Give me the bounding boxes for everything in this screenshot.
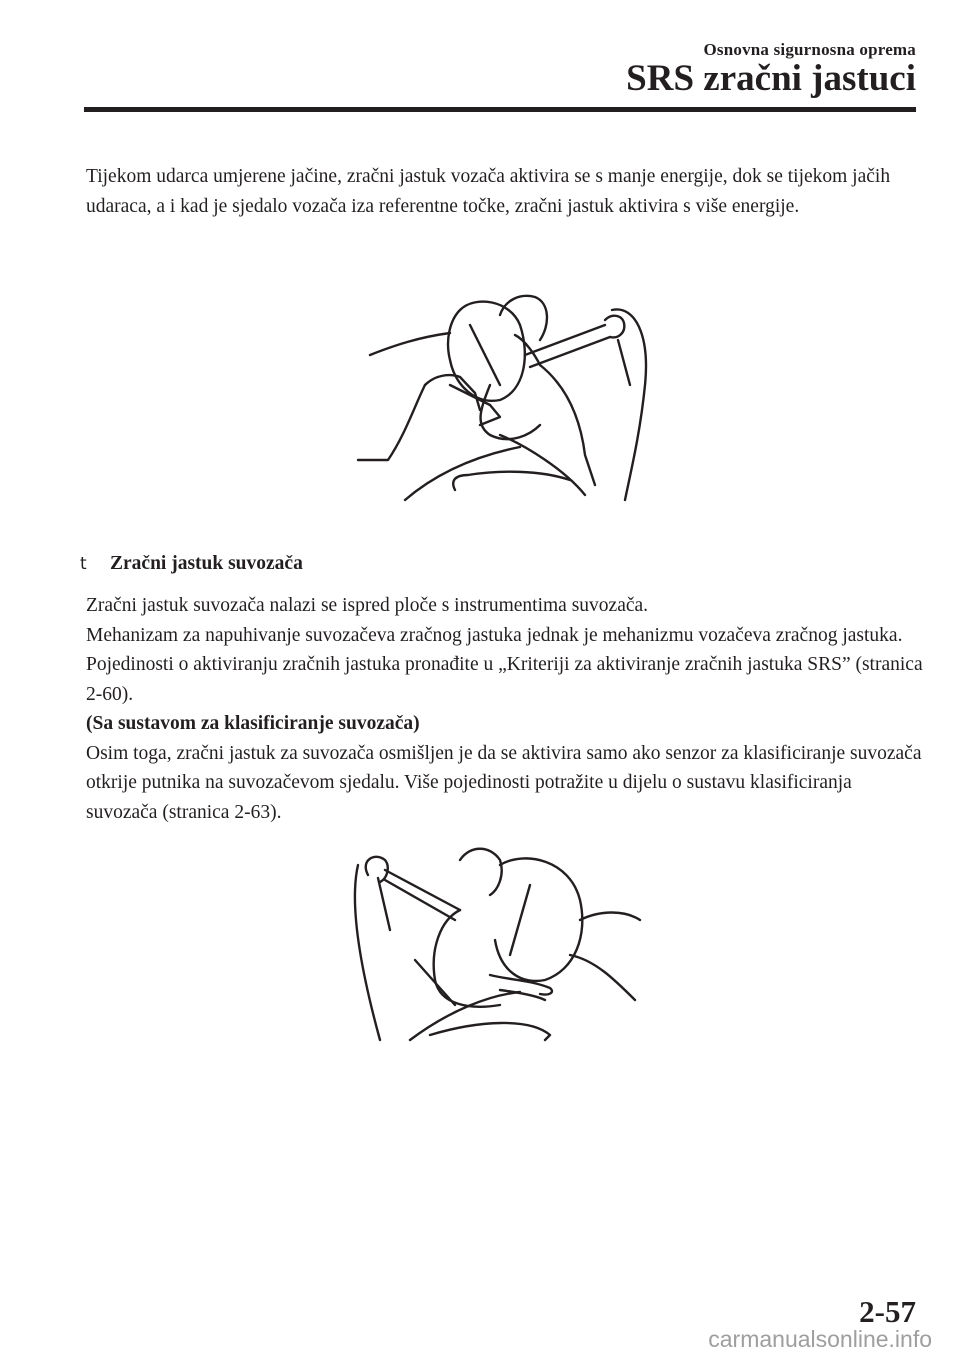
section-heading [80,553,303,575]
header-section-label: Osnovna sigurnosna oprema [703,40,916,59]
section-subheading: (Sa sustavom za klasificiranje suvozača) [86,713,420,734]
section-line: Pojedinosti o aktiviranju zračnih jastuka pronađite u „Kriteriji za aktiviranje zračnih jastuka SRS” (stranica 2-60). [86,654,923,705]
section-closing: Osim toga, zračni jastuk za suvozača osmišljen je da se aktivira samo ako senzor za klasificiranje suvozača otkrije putnika na suvozačevom sjedalu. Više pojedinosti potražite u dijelu o sustavu klasificiranja suvozača (stranica 2-63). [86,742,922,823]
intro-paragraph: Tijekom udarca umjerene jačine, zračni jastuk vozača aktivira se s manje energije, dok se tijekom jačih udaraca, a i kad je sjedalo vozača iza referentne točke, zračni jastuk aktivira s više energije. [86,166,891,217]
section-heading-text: Zračni jastuk suvozača [110,553,303,574]
watermark: carmanualsonline.info [708,1326,932,1352]
section-body [86,591,926,827]
page-number: 2-57 [859,1294,916,1329]
driver-airbag-illustration [350,285,665,505]
section-line: Zračni jastuk suvozača nalazi se ispred ploče s instrumentima suvozača. [86,595,649,616]
page-title: SRS zračni jastuci [626,58,916,99]
section-line: Mehanizam za napuhivanje suvozačeva zračnog jastuka jednak je mehanizmu vozačeva zračnog jastuka. [86,624,903,646]
section-bullet: t [80,554,87,574]
header-rule [84,107,916,112]
passenger-airbag-illustration [340,840,645,1045]
